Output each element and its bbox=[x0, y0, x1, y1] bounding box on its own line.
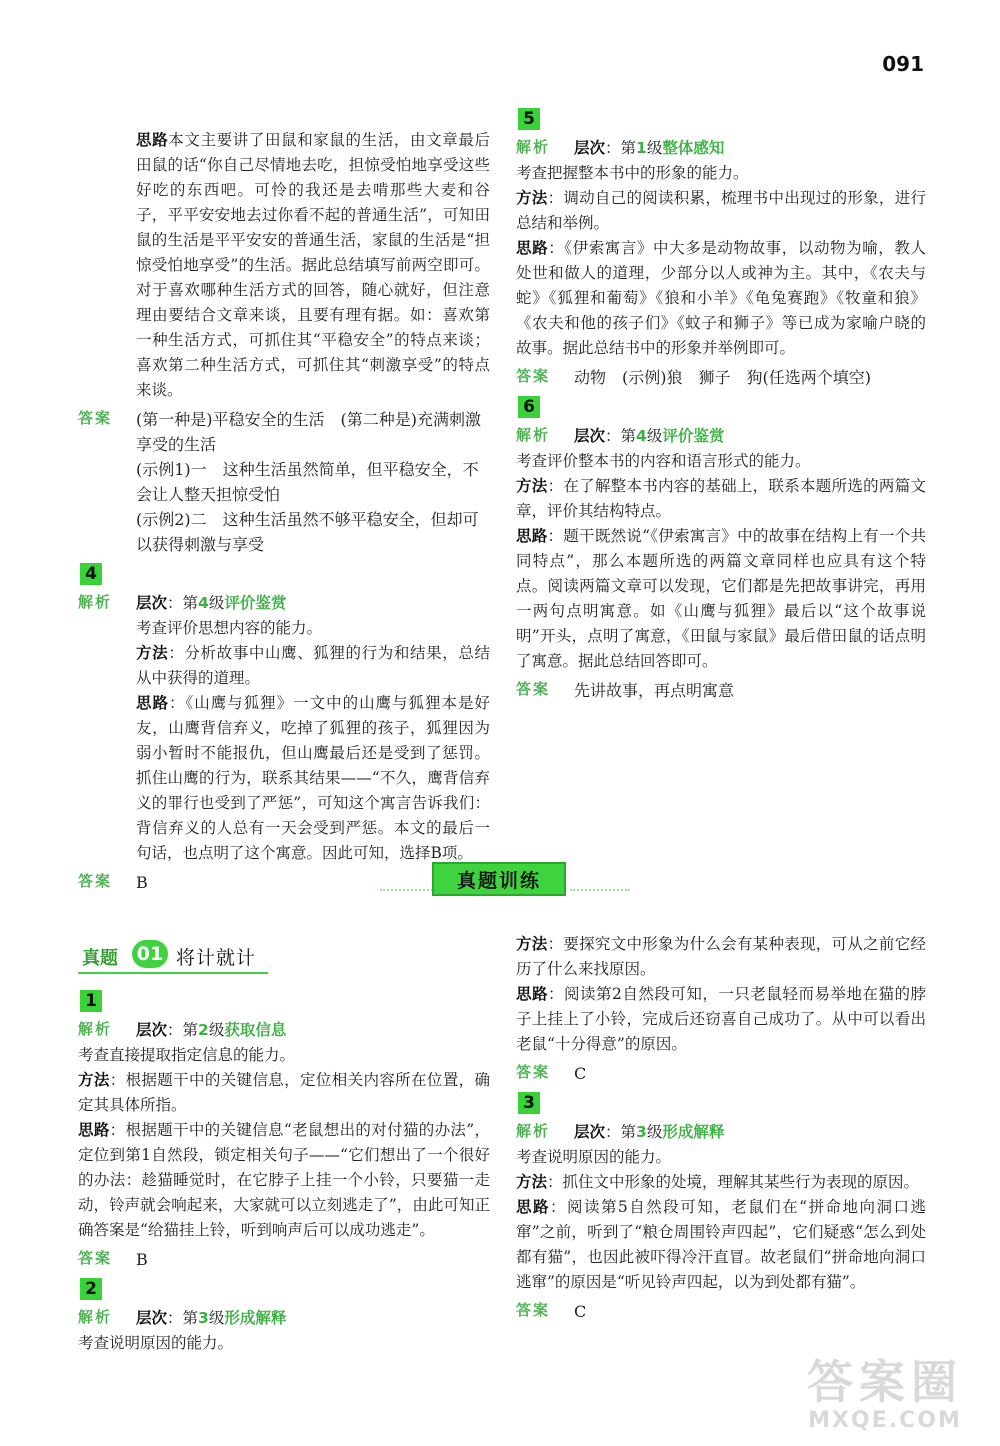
analysis-label: 解析 bbox=[516, 138, 551, 156]
analysis-block bbox=[516, 1120, 926, 1145]
zhenti-label: 真题 bbox=[82, 948, 118, 969]
watermark-url: MXQE.COM bbox=[808, 1408, 962, 1433]
level-suffix: 级 bbox=[208, 1021, 225, 1039]
level-label: 层次 bbox=[136, 594, 168, 612]
desc-line: 考查直接提取指定信息的能力。 bbox=[78, 1046, 296, 1064]
level-tag: 形成解释 bbox=[662, 1123, 725, 1141]
answer-block bbox=[516, 678, 926, 703]
answer-block bbox=[516, 1061, 926, 1086]
idea-paragraph bbox=[516, 236, 926, 361]
level-line bbox=[574, 1120, 926, 1145]
idea-label: 思路 bbox=[136, 694, 169, 712]
method-paragraph bbox=[516, 932, 926, 982]
method-label: 方法 bbox=[136, 644, 169, 662]
method-label: 方法 bbox=[78, 1071, 110, 1089]
answer-text: C bbox=[574, 1064, 587, 1083]
answer-text: 动物 (示例)狼 狮子 狗(任选两个填空) bbox=[574, 368, 871, 387]
idea-paragraph bbox=[516, 982, 926, 1057]
answer-label: 答案 bbox=[516, 1301, 551, 1319]
desc-line: 考查说明原因的能力。 bbox=[516, 1148, 672, 1166]
answer-label: 答案 bbox=[516, 680, 551, 698]
method-label: 方法 bbox=[516, 935, 548, 953]
level-prefix: ：第 bbox=[605, 1123, 637, 1141]
section-banner-title: 真题训练 bbox=[432, 862, 566, 896]
right-top-column bbox=[516, 102, 926, 703]
question-number: 6 bbox=[518, 396, 540, 418]
method-text: ：在了解整本书内容的基础上，联系本题所选的两篇文章，评价其结构特点。 bbox=[516, 477, 926, 520]
answer-block bbox=[516, 365, 926, 390]
zhenti-number: 01 bbox=[132, 940, 168, 968]
question-number: 1 bbox=[80, 990, 102, 1012]
idea-paragraph bbox=[516, 1195, 926, 1295]
question-number: 3 bbox=[518, 1092, 540, 1114]
analysis-label: 解析 bbox=[516, 426, 551, 444]
question-number: 5 bbox=[518, 108, 540, 130]
page-number: 091 bbox=[882, 52, 924, 76]
level-number: 3 bbox=[636, 1123, 647, 1141]
method-paragraph bbox=[78, 1068, 490, 1118]
answer-block bbox=[78, 407, 490, 557]
analysis-block bbox=[516, 424, 926, 449]
section-banner bbox=[380, 862, 620, 896]
analysis-label: 解析 bbox=[516, 1122, 551, 1140]
method-paragraph bbox=[136, 641, 490, 691]
desc-line: 考查评价整本书的内容和语言形式的能力。 bbox=[516, 452, 811, 470]
level-suffix: 级 bbox=[208, 1309, 225, 1327]
watermark-logo: 答案圈 bbox=[807, 1355, 963, 1409]
answer-label: 答案 bbox=[78, 872, 113, 890]
zhenti-header bbox=[78, 940, 268, 974]
level-line bbox=[136, 1018, 490, 1043]
level-tag: 整体感知 bbox=[662, 139, 725, 157]
idea-text: ：根据题干中的关键信息“老鼠想出的对付猫的办法”，定位到第1自然段，锁定相关句子——“它们想出了一个很好的办法：趁猫睡觉时，在它脖子上挂一个小铃，只要猫一走动，铃声就会响起来，大家就可以立刻逃走了”，由此可知正确答案是“给猫挂上铃，听到响声后可以成功逃走”。 bbox=[78, 1121, 490, 1239]
analysis-label: 解析 bbox=[78, 1020, 113, 1038]
level-prefix: ：第 bbox=[167, 1021, 199, 1039]
level-line bbox=[574, 424, 926, 449]
method-text: ：分析故事中山鹰、狐狸的行为和结果，总结从中获得的道理。 bbox=[136, 644, 490, 687]
answer-text: 先讲故事，再点明寓意 bbox=[574, 681, 735, 700]
idea-paragraph bbox=[516, 524, 926, 674]
method-paragraph bbox=[516, 186, 926, 236]
idea-label: 思路 bbox=[516, 527, 548, 545]
analysis-block bbox=[516, 136, 926, 161]
question-number: 2 bbox=[80, 1278, 102, 1300]
answer-label: 答案 bbox=[516, 1063, 551, 1081]
analysis-block bbox=[78, 1306, 490, 1331]
idea-paragraph bbox=[78, 128, 490, 403]
level-suffix: 级 bbox=[646, 1123, 663, 1141]
level-line bbox=[574, 136, 926, 161]
level-number: 4 bbox=[198, 594, 209, 612]
method-label: 方法 bbox=[516, 1173, 548, 1191]
left-bottom-column bbox=[78, 940, 490, 1356]
idea-label: 思路 bbox=[516, 239, 549, 257]
level-line bbox=[136, 591, 490, 616]
level-prefix: ：第 bbox=[605, 139, 637, 157]
idea-text: 本文主要讲了田鼠和家鼠的生活，由文章最后田鼠的话“你自己尽情地去吃，担惊受怕地享受这些好吃的东西吧。可怜的我还是去啃那些大麦和谷子，平平安安地去过你看不起的普通生活”，可知田鼠的生活是平平安安的普通生活，家鼠的生活是“担惊受怕地享受”的生活。据此总结填写前两空即可。对于喜欢哪种生活方式的回答，随心就好，但注意理由要结合文章来谈，且要有理有据。如：喜欢第一种生活方式，可抓住其“平稳安全”的特点来谈；喜欢第二种生活方式，可抓住其“刺激享受”的特点来谈。 bbox=[136, 131, 490, 399]
answer-line: (示例2)二 这种生活虽然不够平稳安全，但却可以获得刺激与享受 bbox=[136, 510, 479, 554]
level-number: 3 bbox=[198, 1309, 209, 1327]
left-top-column bbox=[78, 128, 490, 895]
method-text: ：调动自己的阅读积累，梳理书中出现过的形象，进行总结和举例。 bbox=[516, 189, 926, 232]
idea-label: 思路 bbox=[78, 1121, 110, 1139]
idea-text: ：阅读第5自然段可知，老鼠们在“拼命地向洞口逃窜”之前，听到了“粮仓周围铃声四起”，它们疑惑“怎么到处都有猫”，也因此被吓得冷汗直冒。故老鼠们“拼命地向洞口逃窜”的原因是“听见铃声四起，以为到处都有猫”。 bbox=[516, 1198, 926, 1291]
banner-divider bbox=[380, 889, 440, 891]
answer-label: 答案 bbox=[516, 367, 551, 385]
method-label: 方法 bbox=[516, 477, 548, 495]
answer-label: 答案 bbox=[78, 1249, 113, 1267]
level-tag: 形成解释 bbox=[224, 1309, 287, 1327]
level-label: 层次 bbox=[574, 427, 606, 445]
idea-text: ：《山鹰与狐狸》一文中的山鹰与狐狸本是好友，山鹰背信弃义，吃掉了狐狸的孩子，狐狸因为弱小暂时不能报仇，但山鹰最后还是受到了惩罚。抓住山鹰的行为，联系其结果——“不久，鹰背信弃义的罪行也受到了严惩”，可知这个寓言告诉我们：背信弃义的人总有一天会受到严惩。本文的最后一句话，也点明了这个寓意。因此可知，选择B项。 bbox=[136, 694, 490, 862]
desc-line: 考查把握整本书中的形象的能力。 bbox=[516, 164, 749, 182]
method-text: ：抓住文中形象的处境，理解其某些行为表现的原因。 bbox=[547, 1173, 920, 1191]
idea-text: ：题干既然说“《伊索寓言》中的故事在结构上有一个共同特点”，那么本题所选的两篇文章同样也应具有这个特点。阅读两篇文章可以发现，它们都是先把故事讲完，再用一两句点明寓意。如《山鹰与狐狸》最后以“这个故事说明”开头，点明了寓意，《田鼠与家鼠》最后借田鼠的话点明了寓意。据此总结回答即可。 bbox=[516, 527, 926, 670]
level-prefix: ：第 bbox=[167, 594, 199, 612]
idea-text: ：阅读第2自然段可知，一只老鼠轻而易举地在猫的脖子上挂上了小铃，完成后还窃喜自己成功了。从中可以看出老鼠“十分得意”的原因。 bbox=[516, 985, 926, 1053]
method-text: ：根据题干中的关键信息，定位相关内容所在位置，确定其具体所指。 bbox=[78, 1071, 490, 1114]
answer-text: C bbox=[574, 1302, 587, 1321]
level-label: 层次 bbox=[136, 1021, 168, 1039]
idea-paragraph bbox=[136, 691, 490, 866]
watermark bbox=[790, 1356, 980, 1436]
method-paragraph bbox=[516, 1170, 926, 1195]
desc-line: 考查评价思想内容的能力。 bbox=[136, 619, 323, 637]
right-bottom-column bbox=[516, 932, 926, 1324]
level-label: 层次 bbox=[136, 1309, 168, 1327]
level-number: 4 bbox=[636, 427, 647, 445]
analysis-block bbox=[78, 1018, 490, 1043]
level-number: 2 bbox=[198, 1021, 209, 1039]
idea-text: ：《伊索寓言》中大多是动物故事，以动物为喻，教人处世和做人的道理，少部分以人或神为主。其中，《农夫与蛇》《狐狸和葡萄》《狼和小羊》《龟兔赛跑》《牧童和狼》《农夫和他的孩子们》《蚊子和狮子》等已成为家喻户晓的故事。据此总结书中的形象并举例即可。 bbox=[516, 239, 926, 357]
method-paragraph bbox=[516, 474, 926, 524]
answer-block bbox=[516, 1299, 926, 1324]
method-label: 方法 bbox=[516, 189, 548, 207]
idea-label: 思路 bbox=[516, 985, 549, 1003]
level-suffix: 级 bbox=[208, 594, 225, 612]
level-suffix: 级 bbox=[646, 139, 663, 157]
level-suffix: 级 bbox=[646, 427, 663, 445]
method-text: ：要探究文中形象为什么会有某种表现，可从之前它经历了什么来找原因。 bbox=[516, 935, 926, 978]
question-number: 4 bbox=[80, 563, 102, 585]
analysis-label: 解析 bbox=[78, 593, 113, 611]
answer-block bbox=[78, 1247, 490, 1272]
zhenti-title: 将计就计 bbox=[176, 947, 257, 969]
level-tag: 评价鉴赏 bbox=[662, 427, 725, 445]
answer-line: (示例1)一 这种生活虽然简单，但平稳安全，不会让人整天担惊受怕 bbox=[136, 460, 479, 504]
idea-label: 思路 bbox=[136, 131, 169, 149]
analysis-block bbox=[78, 591, 490, 866]
level-number: 1 bbox=[636, 139, 647, 157]
level-prefix: ：第 bbox=[167, 1309, 199, 1327]
answer-label: 答案 bbox=[78, 409, 113, 427]
level-label: 层次 bbox=[574, 1123, 606, 1141]
idea-label: 思路 bbox=[516, 1198, 550, 1216]
banner-divider bbox=[570, 889, 630, 891]
level-line bbox=[136, 1306, 490, 1331]
analysis-label: 解析 bbox=[78, 1308, 113, 1326]
level-tag: 获取信息 bbox=[224, 1021, 287, 1039]
level-prefix: ：第 bbox=[605, 427, 637, 445]
desc-line: 考查说明原因的能力。 bbox=[78, 1334, 234, 1352]
answer-text: B bbox=[136, 1250, 148, 1269]
answer-text: B bbox=[136, 873, 148, 892]
idea-paragraph bbox=[78, 1118, 490, 1243]
level-label: 层次 bbox=[574, 139, 606, 157]
level-tag: 评价鉴赏 bbox=[224, 594, 287, 612]
answer-line: (第一种是)平稳安全的生活 (第二种是)充满刺激享受的生活 bbox=[136, 410, 481, 454]
